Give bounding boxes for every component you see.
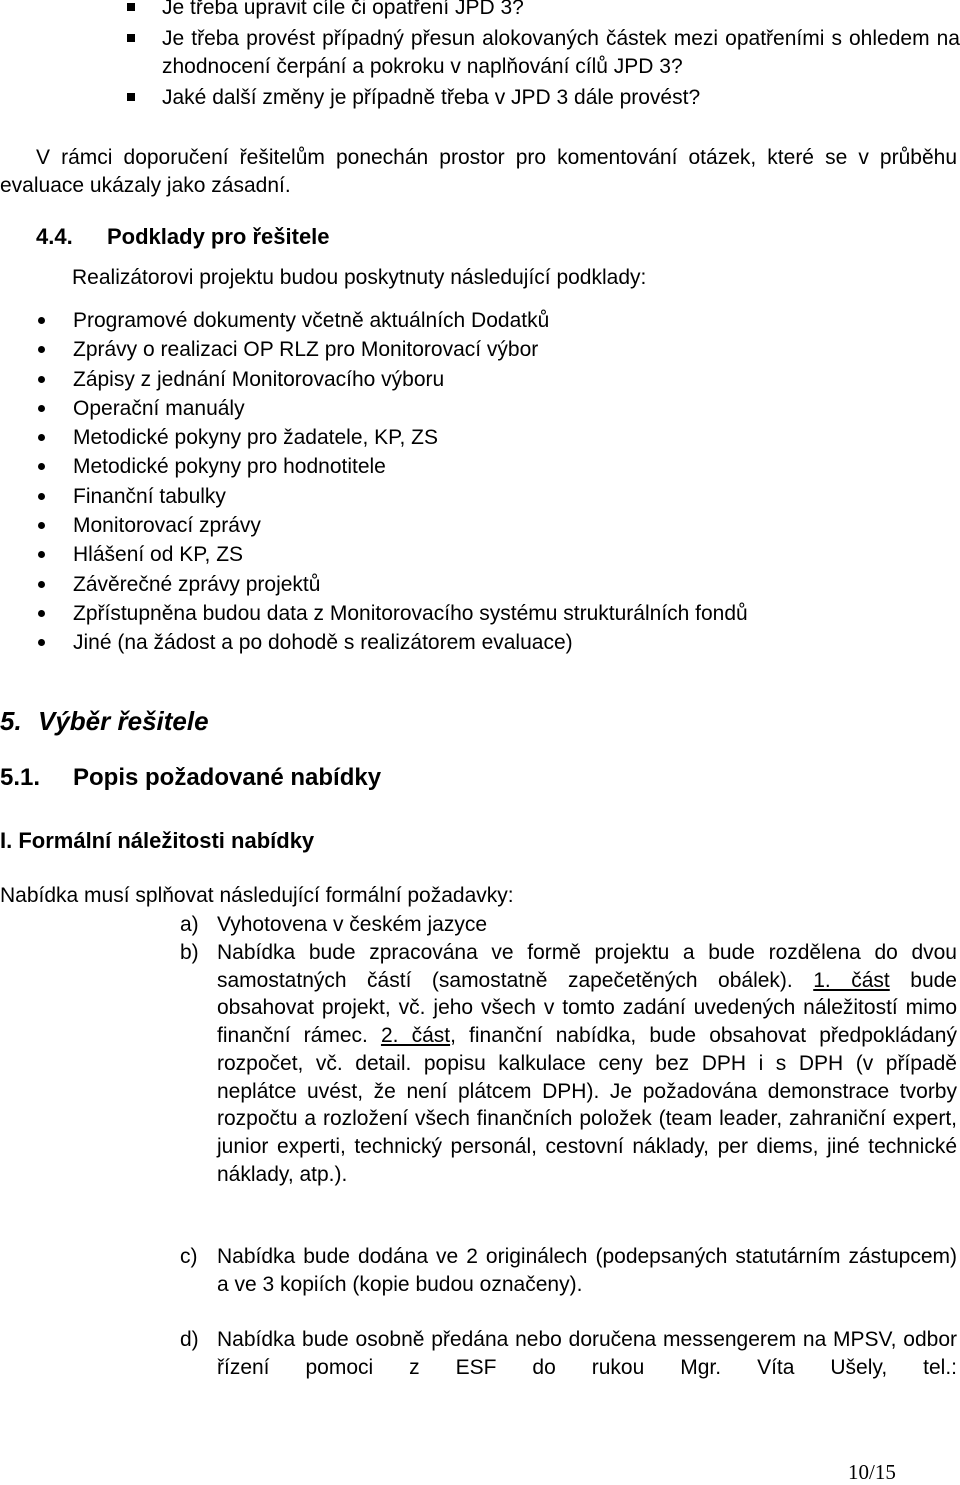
list-item-text: Finanční tabulky bbox=[73, 484, 226, 508]
round-bullet-icon bbox=[38, 317, 45, 324]
page-number: 10/15 bbox=[848, 1460, 896, 1484]
evaluation-questions-list bbox=[0, 0, 960, 115]
list-item-text: Metodické pokyny pro žadatele, KP, ZS bbox=[73, 426, 438, 450]
list-item-text: Metodické pokyny pro hodnotitele bbox=[73, 455, 386, 479]
list-item-text: Závěrečné zprávy projektů bbox=[73, 572, 321, 596]
list-item bbox=[0, 25, 960, 81]
round-bullet-icon bbox=[38, 610, 45, 617]
recommendations-paragraph: V rámci doporučení řešitelům ponechán prostor pro komentování otázek, které se v průběhu evaluace ukázaly jako zásadní. bbox=[0, 146, 957, 197]
requirement-text-part: , finanční nabídka, bude obsahovat předpokládaný rozpočet, vč. detail. popisu kalkulace ceny bez DPH i s DPH (v případě neplátce uvést, že není plátcem DPH). Je požadována demonstrace tvorby rozpočtu a rozložení všech finančních položek (team leader, zahraniční expert, junior experti, technický personál, cestovní náklady, per diems, jiné technické náklady, atp.). bbox=[217, 1024, 957, 1186]
part-2-label: 2. část bbox=[380, 1024, 451, 1048]
list-item bbox=[0, 423, 960, 452]
square-bullet-icon bbox=[127, 3, 135, 11]
section-title: Popis požadované nabídky bbox=[73, 764, 382, 791]
list-item-text: Zápisy z jednání Monitorovacího výboru bbox=[73, 367, 445, 391]
requirement-text: Nabídka bude osobně předána nebo doručena messengerem na MPSV, odbor řízení pomoci z ESF do rukou Mgr. Víta Ušely, tel.: bbox=[217, 1328, 957, 1379]
list-item-text: Zpřístupněna budou data z Monitorovacího systému strukturálních fondů bbox=[73, 601, 748, 625]
round-bullet-icon bbox=[38, 405, 45, 412]
list-item-text: Monitorovací zprávy bbox=[73, 514, 261, 538]
section-number: 5.1. bbox=[0, 764, 41, 791]
requirement-label: a) bbox=[180, 913, 199, 936]
round-bullet-icon bbox=[38, 522, 45, 529]
requirements-intro: Nabídka musí splňovat následující formální požadavky: bbox=[0, 884, 514, 907]
requirement-label: b) bbox=[180, 941, 199, 964]
section-heading-formal: I. Formální náležitosti nabídky bbox=[0, 828, 315, 853]
list-item bbox=[0, 306, 960, 335]
list-item bbox=[0, 84, 960, 112]
round-bullet-icon bbox=[38, 581, 45, 588]
list-item-text: Programové dokumenty včetně aktuálních Dodatků bbox=[73, 309, 550, 332]
requirement-text-part: Nabídka bude zpracována ve formě projektu a bude rozdělena do dvou samostatných částí (samostatně zapečetěných obálek). bbox=[217, 941, 957, 992]
list-item-text: Jaké další změny je případně třeba v JPD 3 dále provést? bbox=[162, 86, 701, 109]
requirement-text bbox=[217, 939, 957, 1188]
requirement-label: c) bbox=[180, 1245, 198, 1268]
square-bullet-icon bbox=[127, 34, 135, 42]
list-item bbox=[0, 511, 960, 540]
list-item-text: Je třeba upravit cíle či opatření JPD 3? bbox=[162, 0, 524, 19]
list-item bbox=[0, 0, 960, 22]
list-item bbox=[0, 394, 960, 423]
list-item-text: Je třeba provést případný přesun alokovaných částek mezi opatřeními s ohledem na zhodnocení čerpání a pokroku v naplňování cílů JPD 3? bbox=[162, 27, 960, 78]
list-item bbox=[0, 452, 960, 481]
section-number: 5. bbox=[0, 706, 22, 736]
section-title: Výběr řešitele bbox=[38, 706, 209, 736]
requirement-b bbox=[0, 939, 960, 1188]
round-bullet-icon bbox=[38, 639, 45, 646]
round-bullet-icon bbox=[38, 551, 45, 558]
square-bullet-icon bbox=[127, 93, 135, 101]
list-item-text: Operační manuály bbox=[73, 396, 245, 420]
section-heading-5 bbox=[0, 706, 209, 737]
section-number: 4.4. bbox=[36, 224, 73, 249]
materials-list bbox=[0, 306, 960, 658]
list-item bbox=[0, 628, 960, 657]
requirement-text: Vyhotovena v českém jazyce bbox=[217, 913, 488, 936]
part-1-label: 1. část bbox=[813, 968, 890, 992]
list-item bbox=[0, 482, 960, 511]
requirement-d bbox=[0, 1326, 960, 1381]
list-item bbox=[0, 365, 960, 394]
section-title: Podklady pro řešitele bbox=[107, 224, 330, 249]
round-bullet-icon bbox=[38, 434, 45, 441]
list-item bbox=[0, 540, 960, 569]
requirement-c bbox=[0, 1243, 960, 1298]
materials-intro: Realizátorovi projektu budou poskytnuty následující podklady: bbox=[72, 266, 647, 289]
requirement-text-part: bude obsahovat projekt, vč. jeho všech v tomto zadání uvedených náležitostí mimo finanční rámec. bbox=[217, 968, 957, 1048]
list-item bbox=[0, 570, 960, 599]
requirement-a bbox=[0, 911, 960, 939]
list-item bbox=[0, 599, 960, 628]
list-item-text: Zprávy o realizaci OP RLZ pro Monitorovací výbor bbox=[73, 338, 539, 362]
round-bullet-icon bbox=[38, 346, 45, 353]
requirement-label: d) bbox=[180, 1328, 199, 1351]
list-item-text: Jiné (na žádost a po dohodě s realizátorem evaluace) bbox=[73, 631, 573, 655]
round-bullet-icon bbox=[38, 376, 45, 383]
round-bullet-icon bbox=[38, 493, 45, 500]
section-heading-5-1 bbox=[0, 764, 381, 792]
list-item-text: Hlášení od KP, ZS bbox=[73, 543, 244, 567]
list-item bbox=[0, 335, 960, 364]
requirement-text: Nabídka bude dodána ve 2 originálech (podepsaných statutárním zástupcem) a ve 3 kopiích (kopie budou označeny). bbox=[217, 1245, 957, 1296]
round-bullet-icon bbox=[38, 463, 45, 470]
section-heading-4-4 bbox=[36, 224, 330, 250]
